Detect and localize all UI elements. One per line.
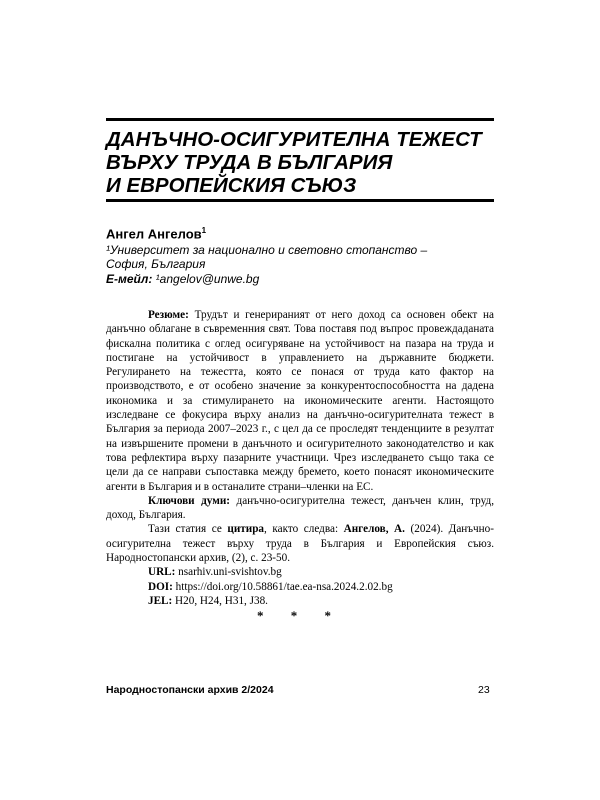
url-label: URL: <box>148 566 176 579</box>
article-front-matter <box>106 308 494 608</box>
article-title <box>106 128 506 197</box>
url-value[interactable]: nsarhiv.uni-svishtov.bg <box>175 566 282 579</box>
abstract <box>106 308 494 494</box>
email-address[interactable]: ¹angelov@unwe.bg <box>152 271 260 286</box>
citation-author: Ангелов, А. <box>343 523 405 536</box>
keywords-text: данъчно-осигурителна тежест, данъчен клин, труд, доход, България. <box>106 494 494 522</box>
citation-prefix: Тази статия се <box>148 523 228 536</box>
author-footnote-mark: 1 <box>201 226 207 235</box>
citation-label: цитира <box>227 523 265 536</box>
author-block <box>106 224 506 286</box>
doi-line <box>106 580 494 594</box>
page-number: 23 <box>478 684 490 696</box>
keywords-label: Ключови думи: <box>148 494 231 507</box>
abstract-text: Трудът и генерираният от него доход са основен обект на данъчно облагане в съвременния свят. Това поставя под въпрос провеждаданата фискална политика с оглед осигуряване на устойчивост на пазара на труда и постигане на устойчивост в управлението на държавните бюджети. Регулирането на тежестта, която се понася от труда като фактор на производството, е от особено значение за конкурентоспособността на дадена икономика и за стимулирането на икономическите агенти. Настоящото изследване се фокусира върху анализ на данъчно-осигурителната тежест в България за периода 2007–2023 г., с цел да се проследят тенденциите в резултат на извършените промени в данъчното и осигурителното законодателство и как това рефлектира върху пазарните участници. Чрез изследването също така се цели да се направи съпоставка между бремето, което понасят икономическите агенти в България и в останалите страни–членки на ЕС. <box>106 309 494 493</box>
citation-middle: , както следва: <box>264 523 344 536</box>
title-line-2: ВЪРХУ ТРУДА В БЪЛГАРИЯ <box>106 151 393 174</box>
email-line <box>106 272 506 287</box>
jel-value: H20, H24, H31, J38. <box>172 594 268 607</box>
affiliation-line-2: София, България <box>106 257 206 272</box>
url-line <box>106 565 494 579</box>
jel-label: JEL: <box>148 594 173 607</box>
title-line-3: И ЕВРОПЕЙСКИЯ СЪЮЗ <box>106 174 357 197</box>
affiliation-line-1: ¹Университет за национално и световно стопанство – <box>106 242 428 257</box>
doi-label: DOI: <box>148 580 173 593</box>
title-top-rule <box>106 118 494 121</box>
doi-value[interactable]: https://doi.org/10.58861/tae.ea-nsa.2024.2.02.bg <box>172 580 393 593</box>
title-line-1: ДАНЪЧНО-ОСИГУРИТЕЛНА ТЕЖЕСТ <box>106 128 482 151</box>
title-bottom-rule <box>106 199 494 202</box>
citation <box>106 522 494 565</box>
jel-line <box>106 594 494 608</box>
abstract-label: Резюме: <box>148 309 189 321</box>
citation-text: (2024). Данъчно-осигурителна тежест върху труда в България и Европейския съюз. Народностопански архив, (2), с. 23-50. <box>106 523 494 565</box>
email-label: Е-мейл: <box>106 271 153 286</box>
keywords <box>106 494 494 523</box>
author-name-text: Ангел Ангелов <box>106 226 202 242</box>
footer-journal: Народностопански архив 2/2024 <box>106 684 274 696</box>
section-separator: * * * <box>257 608 343 623</box>
author-name <box>106 224 506 242</box>
